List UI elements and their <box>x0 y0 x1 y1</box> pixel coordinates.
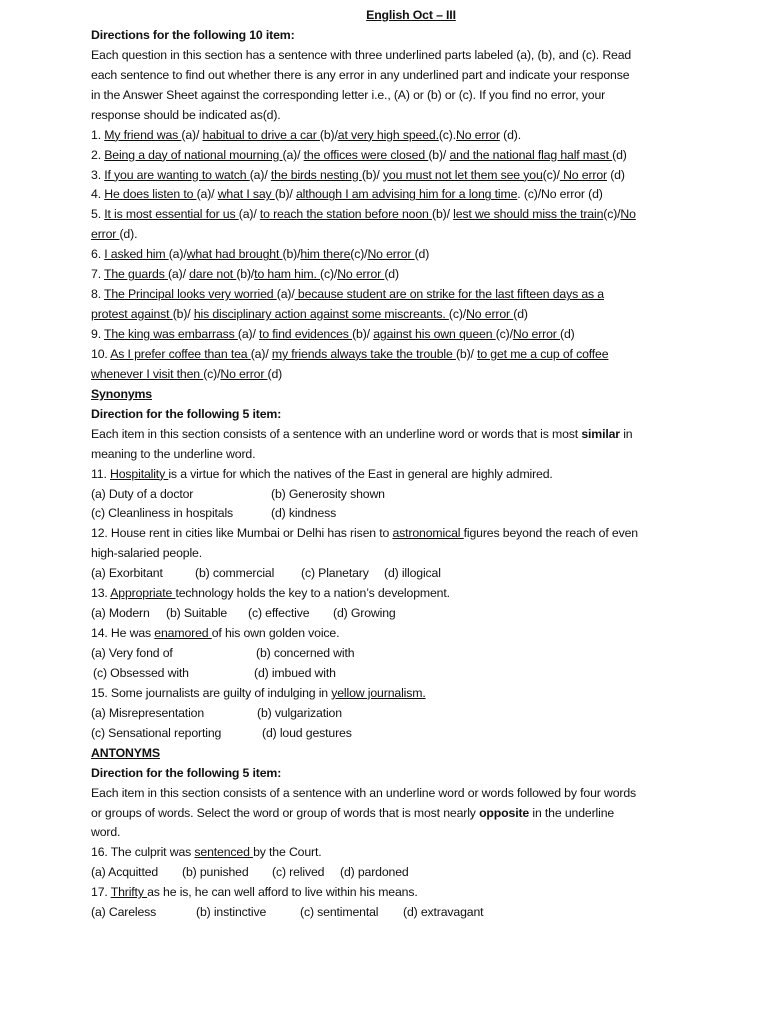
label-d: (d) <box>267 366 283 381</box>
question-text: technology holds the key to a nation’s development. <box>175 586 450 601</box>
target-word: enamored <box>154 626 212 641</box>
option-c: (c) Planetary <box>301 566 369 581</box>
option-b: (b) Generosity shown <box>271 486 385 501</box>
question-number: 9. <box>91 327 104 341</box>
question-13 <box>91 584 691 604</box>
question-number: 7. <box>91 267 104 282</box>
intro-keyword: similar <box>581 426 620 441</box>
page-title: English Oct – III <box>366 8 456 22</box>
part-c: at very high speed. <box>337 127 439 142</box>
question-5 <box>91 205 691 225</box>
question-12 <box>91 524 691 544</box>
label-a: (a)/ <box>167 267 190 282</box>
question-text: of his own golden voice. <box>211 626 340 641</box>
question-number: 11. <box>91 466 110 481</box>
option-c: (c) Sensational reporting <box>91 725 222 740</box>
question-9 <box>91 325 691 345</box>
label-b: (b)/ <box>361 167 383 182</box>
option-b: (b) instinctive <box>196 905 267 920</box>
option-a: (a) Modern <box>91 606 150 621</box>
question-10 <box>91 345 691 365</box>
question-11 <box>91 465 691 485</box>
part-d: No error <box>559 167 607 182</box>
question-text: by the Court. <box>253 845 322 860</box>
target-word: Thrifty <box>110 885 148 900</box>
part-d: No error <box>512 327 561 341</box>
question-text: 15. Some journalists are guilty of indulging in <box>91 685 332 700</box>
options-row <box>91 604 691 624</box>
option-a: (a) Very fond of <box>91 646 173 660</box>
label-d: (d). <box>499 127 522 142</box>
part-d: No error <box>456 127 500 142</box>
part-c: to get me a cup of coffee <box>477 346 609 361</box>
options-row <box>91 504 691 524</box>
intro-text: or groups of words. Select the word or group of words that is most nearly <box>91 805 480 820</box>
label-a: (a)/ <box>238 207 260 222</box>
question-number: 1. <box>91 127 105 142</box>
antonyms-intro: Each item in this section consists of a sentence with an underline word or words followed by four words <box>91 785 637 800</box>
label-b: (b)/ <box>432 207 454 222</box>
option-a: (a) Exorbitant <box>91 566 163 581</box>
target-word: astronomical <box>392 526 464 541</box>
question-text: 12. House rent in cities like Mumbai or Delhi has risen to <box>91 526 393 541</box>
option-b: (b) vulgarization <box>257 705 342 720</box>
option-a: (a) Duty of a doctor <box>91 486 194 501</box>
question-number: 4. <box>91 187 105 202</box>
label-c: (c)/ <box>542 167 560 182</box>
option-c: (c) Cleanliness in hospitals <box>91 506 234 521</box>
errors-intro-line: response should be indicated as(d). <box>91 107 281 122</box>
question-text: 16. The culprit was <box>91 845 195 860</box>
options-row <box>91 664 691 684</box>
label-d: (d) <box>513 307 528 322</box>
label-d: (d) <box>384 267 399 282</box>
question-number: 6. <box>91 247 105 262</box>
part-a: He does listen to <box>104 187 197 202</box>
part-c: although I am advising him for a long time <box>295 187 518 202</box>
label-b: (b)/ <box>352 327 374 341</box>
label-b: (b)/ <box>455 346 478 361</box>
synonyms-intro <box>91 425 691 445</box>
part-c: you must not let them see you <box>382 167 543 182</box>
question-10-continued <box>91 365 691 385</box>
question-text: as he is, he can well afford to live within his means. <box>147 885 418 900</box>
question-text: is a virtue for which the natives of the East in general are highly admired. <box>168 466 553 481</box>
question-number: 13. <box>91 586 111 601</box>
option-d: (d) kindness <box>271 506 337 521</box>
target-word: sentenced <box>194 845 254 860</box>
antonyms-direction: Direction for the following 5 item: <box>91 765 282 780</box>
option-b: (b) concerned with <box>256 646 355 660</box>
option-b: (b) punished <box>182 865 249 880</box>
question-number: 8. <box>91 287 104 302</box>
part-c: to ham him. <box>254 267 321 282</box>
part-c: against his own queen <box>373 327 496 341</box>
part-b: the offices were closed <box>303 147 429 162</box>
option-c: (c) relived <box>272 865 325 880</box>
label-d: (d). <box>119 227 138 242</box>
target-word: yellow journalism. <box>331 685 426 700</box>
question-7 <box>91 265 691 285</box>
question-12-continued: high-salaried people. <box>91 546 203 561</box>
document-page <box>91 6 691 923</box>
part-b: what had brought <box>186 247 283 262</box>
question-number: 3. <box>91 167 105 182</box>
options-row <box>91 704 691 724</box>
label-a: (a)/ <box>181 127 203 142</box>
label-d: (d) <box>612 147 627 162</box>
part-d: No error <box>337 267 385 282</box>
part-c: lest we should miss the train <box>453 207 604 222</box>
options-row <box>91 644 691 664</box>
question-8-continued <box>91 305 691 325</box>
label-b: (b)/ <box>274 187 296 202</box>
option-a: (a) Acquitted <box>91 865 159 880</box>
part-a: My friend was <box>104 127 182 142</box>
intro-text: in the underline <box>529 805 615 820</box>
question-17 <box>91 883 691 903</box>
antonyms-heading: ANTONYMS <box>91 745 160 760</box>
part-d: No <box>620 207 636 222</box>
label-d: (d) <box>414 247 430 262</box>
option-c: (c) effective <box>248 606 310 621</box>
part-a: I asked him <box>104 247 169 262</box>
label-a: (a)/ <box>249 167 271 182</box>
question-8 <box>91 285 691 305</box>
part-d: No error <box>220 366 268 381</box>
option-d: (d) imbued with <box>254 665 336 680</box>
question-number: 5. <box>91 207 105 222</box>
label-d: (d) <box>560 327 575 341</box>
label-d: (d) <box>606 167 625 182</box>
part-b: habitual to drive a car <box>202 127 320 142</box>
label-b: (b)/ <box>319 127 338 142</box>
part-a: If you are wanting to watch <box>104 167 250 182</box>
part-b: because student are on strike for the last fifteen days as a <box>294 287 604 302</box>
part-b: protest against <box>91 307 173 322</box>
part-a: The king was embarrass <box>104 327 238 341</box>
question-number: 10. <box>91 346 111 361</box>
options-row <box>91 903 691 923</box>
label-a: (a)/ <box>237 327 260 341</box>
option-d: (d) loud gestures <box>262 725 352 740</box>
question-3 <box>91 166 691 186</box>
synonyms-direction: Direction for the following 5 item: <box>91 406 282 421</box>
label-a: (a)/ <box>168 247 187 262</box>
intro-text: Each item in this section consists of a sentence with an underline word or words that is most <box>91 426 582 441</box>
label-c-d: . (c)/No error (d) <box>517 187 603 202</box>
part-a: The Principal looks very worried <box>104 287 277 302</box>
part-b: to find evidences <box>259 327 353 341</box>
option-d: (d) extravagant <box>403 905 484 920</box>
intro-text: in <box>619 426 633 441</box>
option-c: (c) Obsessed with <box>93 665 189 680</box>
part-d: error <box>91 227 120 242</box>
question-5-continued <box>91 225 691 245</box>
errors-intro-line: in the Answer Sheet against the corresponding letter i.e., (A) or (b) or (c). If you find no error, your <box>91 87 606 102</box>
part-a: The guards <box>104 267 168 282</box>
errors-intro-line: each sentence to find out whether there is any error in any underlined part and indicate your response <box>91 67 630 82</box>
label-c: (c)/ <box>448 307 467 322</box>
question-16 <box>91 843 691 863</box>
part-d: No error <box>367 247 415 262</box>
part-c: him there <box>300 247 351 262</box>
question-text: figures beyond the reach of even <box>463 526 638 541</box>
question-number: 17. <box>91 885 111 900</box>
label-b: (b)/ <box>428 147 450 162</box>
part-a: Being a day of national mourning <box>104 147 283 162</box>
part-c: and the national flag half mast <box>449 147 613 162</box>
antonyms-intro-continued <box>91 804 691 824</box>
question-14 <box>91 624 691 644</box>
question-4 <box>91 185 691 205</box>
question-text: 14. He was <box>91 626 155 641</box>
options-row <box>91 863 691 883</box>
label-a: (a)/ <box>282 147 304 162</box>
label-b: (b)/ <box>236 267 255 282</box>
options-row <box>91 724 691 744</box>
question-1 <box>91 126 691 146</box>
target-word: Appropriate <box>110 586 176 601</box>
synonyms-intro-continued: meaning to the underline word. <box>91 446 256 461</box>
part-b: the birds nesting <box>270 167 362 182</box>
part-b: to reach the station before noon <box>259 207 433 222</box>
part-d: No error <box>466 307 514 322</box>
label-c: (c)/ <box>603 207 621 222</box>
synonyms-heading: Synonyms <box>91 386 152 401</box>
label-c: (c)/ <box>495 327 513 341</box>
option-d: (d) pardoned <box>340 865 409 880</box>
errors-direction: Directions for the following 10 item: <box>91 27 295 42</box>
label-c: (c)/ <box>350 247 368 262</box>
option-a: (a) Careless <box>91 905 157 920</box>
option-d: (d) illogical <box>384 566 441 581</box>
label-b: (b)/ <box>172 307 194 322</box>
question-6 <box>91 245 691 265</box>
label-a: (a)/ <box>250 346 272 361</box>
options-row <box>91 564 691 584</box>
part-c: whenever I visit then <box>91 366 204 381</box>
intro-keyword: opposite <box>479 805 530 820</box>
label-c: (c). <box>438 127 456 142</box>
part-a: As I prefer coffee than tea <box>110 346 251 361</box>
option-d: (d) Growing <box>333 606 396 621</box>
option-a: (a) Misrepresentation <box>91 705 205 720</box>
part-b: dare not <box>189 267 237 282</box>
question-2 <box>91 146 691 166</box>
question-15 <box>91 684 691 704</box>
part-c: his disciplinary action against some miscreants. <box>193 307 449 322</box>
label-c: (c)/ <box>203 366 221 381</box>
option-b: (b) Suitable <box>166 606 228 621</box>
label-b: (b)/ <box>282 247 301 262</box>
options-row <box>91 485 691 505</box>
part-b: my friends always take the trouble <box>271 346 456 361</box>
question-number: 2. <box>91 147 105 162</box>
label-c: (c)/ <box>320 267 338 282</box>
option-c: (c) sentimental <box>300 905 379 920</box>
target-word: Hospitality <box>110 466 169 481</box>
part-a: It is most essential for us <box>104 207 239 222</box>
label-a: (a)/ <box>196 187 218 202</box>
label-a: (a)/ <box>276 287 295 302</box>
errors-intro-line: Each question in this section has a sentence with three underlined parts labeled (a), (b), and (c). Read <box>91 47 632 62</box>
part-b: what I say <box>217 187 275 202</box>
antonyms-intro-end: word. <box>91 825 121 840</box>
option-b: (b) commercial <box>195 566 275 581</box>
